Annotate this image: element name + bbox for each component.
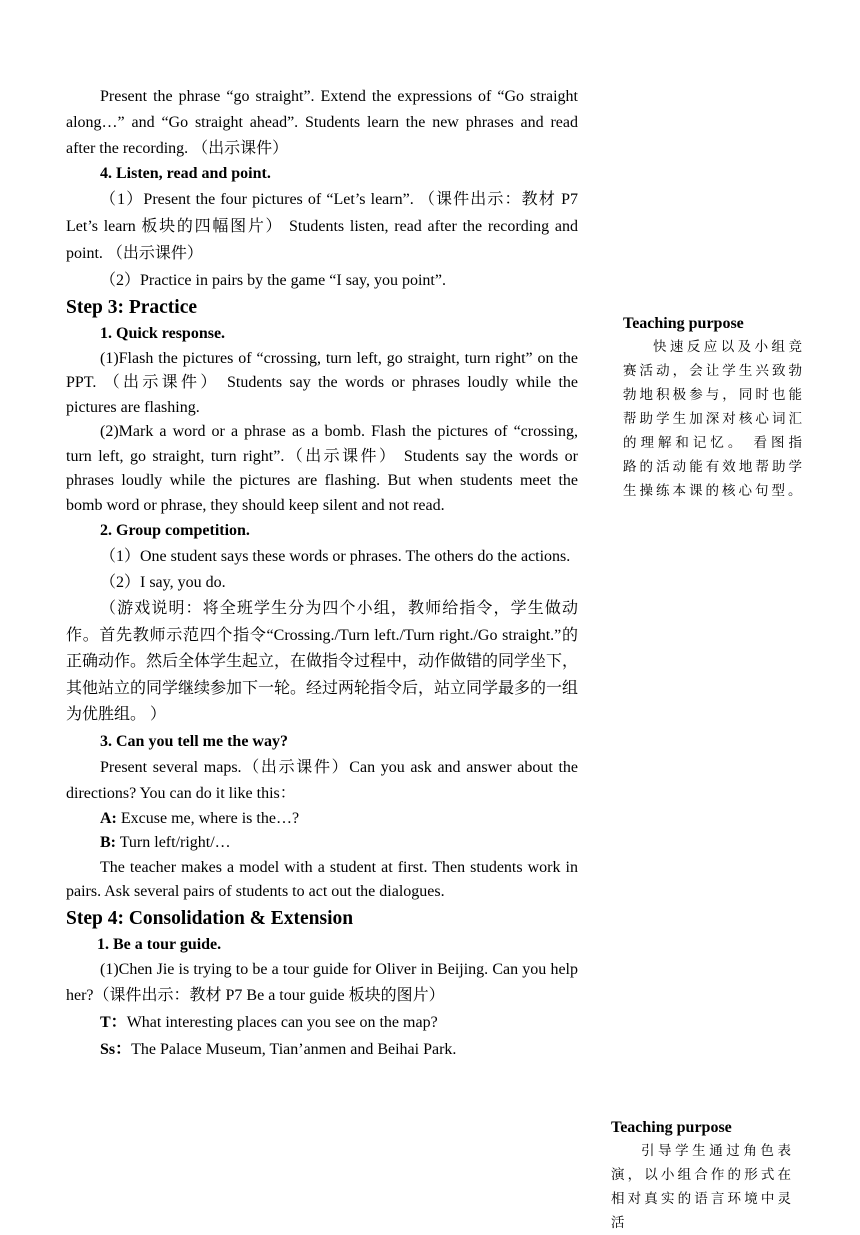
dialog-a-label: A: bbox=[100, 809, 117, 827]
dialog-line-b bbox=[66, 831, 578, 856]
listen-item-2: （2）Practice in pairs by the game “I say, you point”. bbox=[100, 272, 446, 289]
step4-heading: Step 4: Consolidation & Extension bbox=[66, 907, 354, 929]
heading-listen-read-point: 4. Listen, read and point. bbox=[100, 165, 271, 182]
dialog-line-a bbox=[66, 807, 578, 832]
tour-guide-item-1: (1)Chen Jie is trying to be a tour guide for Oliver in Beijing. Can you help her?（课件出示：教材 P7 Be a tour guide 板块的图片） bbox=[66, 961, 578, 1004]
tell-way-model: The teacher makes a model with a student at first. Then students work in pairs. Ask several pairs of students to act out the dialogues. bbox=[66, 858, 578, 900]
note1-body: 快速反应以及小组竞赛活动，会让学生兴致勃勃地积极参与，同时也能帮助学生加深对核心词汇的理解和记忆。 看图指路的活动能有效地帮助学生操练本课的核心句型。 bbox=[623, 339, 805, 499]
listen-item-1: （1）Present the four pictures of “Let’s learn”. （课件出示：教材 P7 Let’s learn 板块的四幅图片） Students listen, read after the recording and point. （出示课件） bbox=[66, 191, 578, 262]
group-item-2: （2）I say, you do. bbox=[100, 574, 226, 591]
note2-title: Teaching purpose bbox=[611, 1119, 732, 1136]
note1-title: Teaching purpose bbox=[623, 315, 744, 332]
teaching-purpose-note-2 bbox=[611, 1117, 794, 1231]
lesson-body bbox=[66, 84, 578, 1063]
group-item-1: （1）One student says these words or phrases. The others do the actions. bbox=[100, 548, 571, 565]
tour-guide-heading: 1. Be a tour guide. bbox=[97, 935, 222, 953]
note2-body: 引导学生通过角色表演，以小组合作的形式在相对真实的语言环境中灵活 bbox=[611, 1143, 794, 1231]
ss-label: Ss： bbox=[100, 1041, 132, 1058]
tell-way-intro: Present several maps.（出示课件）Can you ask and answer about the directions? You can do it like this： bbox=[66, 758, 578, 802]
quick-response-item-1: (1)Flash the pictures of “crossing, turn left, go straight, turn right” on the PPT. （出示课件） Students say the words or phrases loudly while the pictures are flashing. bbox=[66, 349, 578, 416]
teaching-purpose-note-1 bbox=[623, 313, 805, 503]
quick-response-heading: 1. Quick response. bbox=[100, 325, 226, 342]
dialog-a-text: Excuse me, where is the…? bbox=[116, 809, 300, 827]
dialog-b-text: Turn left/right/… bbox=[116, 834, 231, 851]
game-note: （游戏说明：将全班学生分为四个小组，教师给指令，学生做动作。首先教师示范四个指令“Crossing./Turn left./Turn right./Go straight.”的正确动作。然后全体学生起立，在做指令过程中，动作做错的同学坐下，其他站立的同学继续参加下一轮。经过两轮指令后，站立同学最多的一组为优胜组。 ） bbox=[66, 600, 579, 723]
step3-heading: Step 3: Practice bbox=[66, 297, 198, 318]
paragraph-go-straight: Present the phrase “go straight”. Extend the expressions of “Go straight along…” and “Go straight ahead”. Students learn the new phrases and read after the recording. （出示课件） bbox=[66, 88, 578, 157]
dialog-line-ss bbox=[66, 1036, 578, 1063]
t-label: T： bbox=[100, 1014, 127, 1031]
dialog-line-t bbox=[66, 1009, 578, 1036]
dialog-b-label: B: bbox=[100, 834, 116, 851]
group-competition-heading: 2. Group competition. bbox=[100, 522, 250, 539]
quick-response-item-2: (2)Mark a word or a phrase as a bomb. Flash the pictures of “crossing, turn left, go straight, turn right”.（出示课件） Students say the words or phrases loudly while the pictures are flashing. But when students meet the bomb word or phrase, they should keep silent and not read. bbox=[66, 423, 578, 514]
ss-text: The Palace Museum, Tian’anmen and Beihai Park. bbox=[131, 1041, 457, 1058]
tell-way-heading: 3. Can you tell me the way? bbox=[100, 732, 288, 750]
t-text: What interesting places can you see on the map? bbox=[126, 1014, 438, 1031]
